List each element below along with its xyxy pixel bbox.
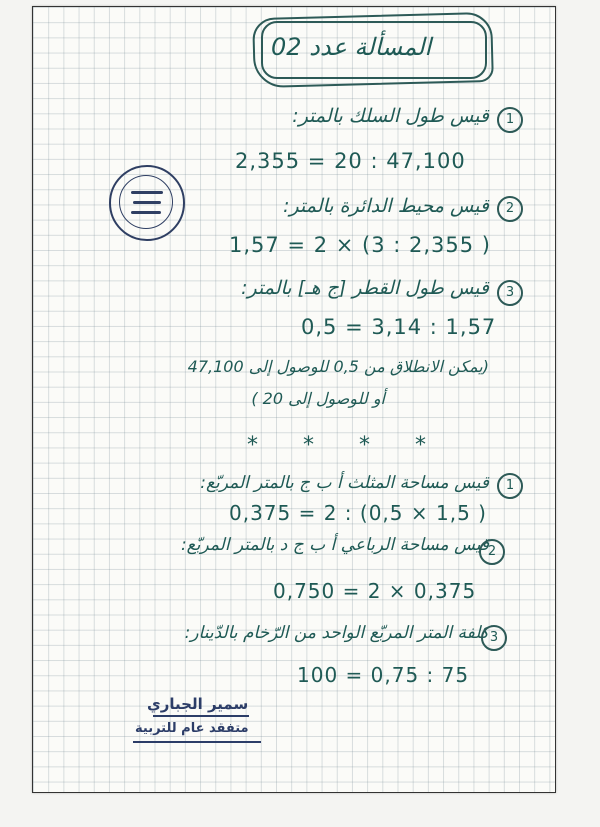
- separator-stars: * * * *: [247, 433, 445, 458]
- calculation-4: 0,375 = 2 : (0,5 × 1,5 ): [229, 501, 487, 525]
- calculation-1: 2,355 = 20 : 47,100: [235, 149, 466, 173]
- note-line-1: (يمكن الانطلاق من 0,5 للوصول إلى 47,100: [187, 357, 489, 376]
- question-6: كلفة المتر المربّع الواحد من الرّخام بالدّينار:: [184, 623, 489, 643]
- problem-title: المسألة عدد 02: [271, 33, 432, 61]
- calculation-3: 0,5 = 3,14 : 1,57: [301, 315, 497, 339]
- question-3: قيس طول القطر [ج هـ] بالمتر:: [241, 277, 489, 299]
- calculation-6: 100 = 0,75 : 75: [297, 663, 470, 687]
- question-number-5: 2: [479, 539, 505, 565]
- question-2: قيس محيط الدائرة بالمتر:: [283, 195, 489, 217]
- note-line-2: أو للوصول إلى 20 ): [251, 389, 385, 408]
- question-number-2: 2: [497, 196, 523, 222]
- calculation-5: 0,750 = 2 × 0,375: [273, 579, 477, 603]
- signature-name: سمير الجباري: [147, 695, 249, 713]
- question-1: قيس طول السلك بالمتر:: [292, 105, 489, 127]
- question-number-1: 1: [497, 107, 523, 133]
- stamp-text-line: [131, 191, 163, 194]
- question-4: قيس مساحة المثلث أ ب ج بالمتر المربّع:: [200, 473, 489, 493]
- question-5: قيس مساحة الرباعي أ ب ج د بالمتر المربّع:: [180, 535, 489, 555]
- signature-stamp: [129, 695, 275, 759]
- official-stamp: [109, 165, 185, 241]
- question-number-3: 3: [497, 280, 523, 306]
- calculation-2: 1,57 = 2 × (3 : 2,355 ): [229, 233, 491, 257]
- signature-role: متفقد عام للتربية: [135, 721, 249, 736]
- signature-stroke: [133, 741, 261, 743]
- signature-underline: [153, 715, 249, 717]
- question-number-6: 3: [481, 625, 507, 651]
- question-number-4: 1: [497, 473, 523, 499]
- stamp-text-line: [131, 211, 161, 214]
- stamp-text-line: [133, 201, 161, 204]
- graph-paper-sheet: [32, 6, 556, 793]
